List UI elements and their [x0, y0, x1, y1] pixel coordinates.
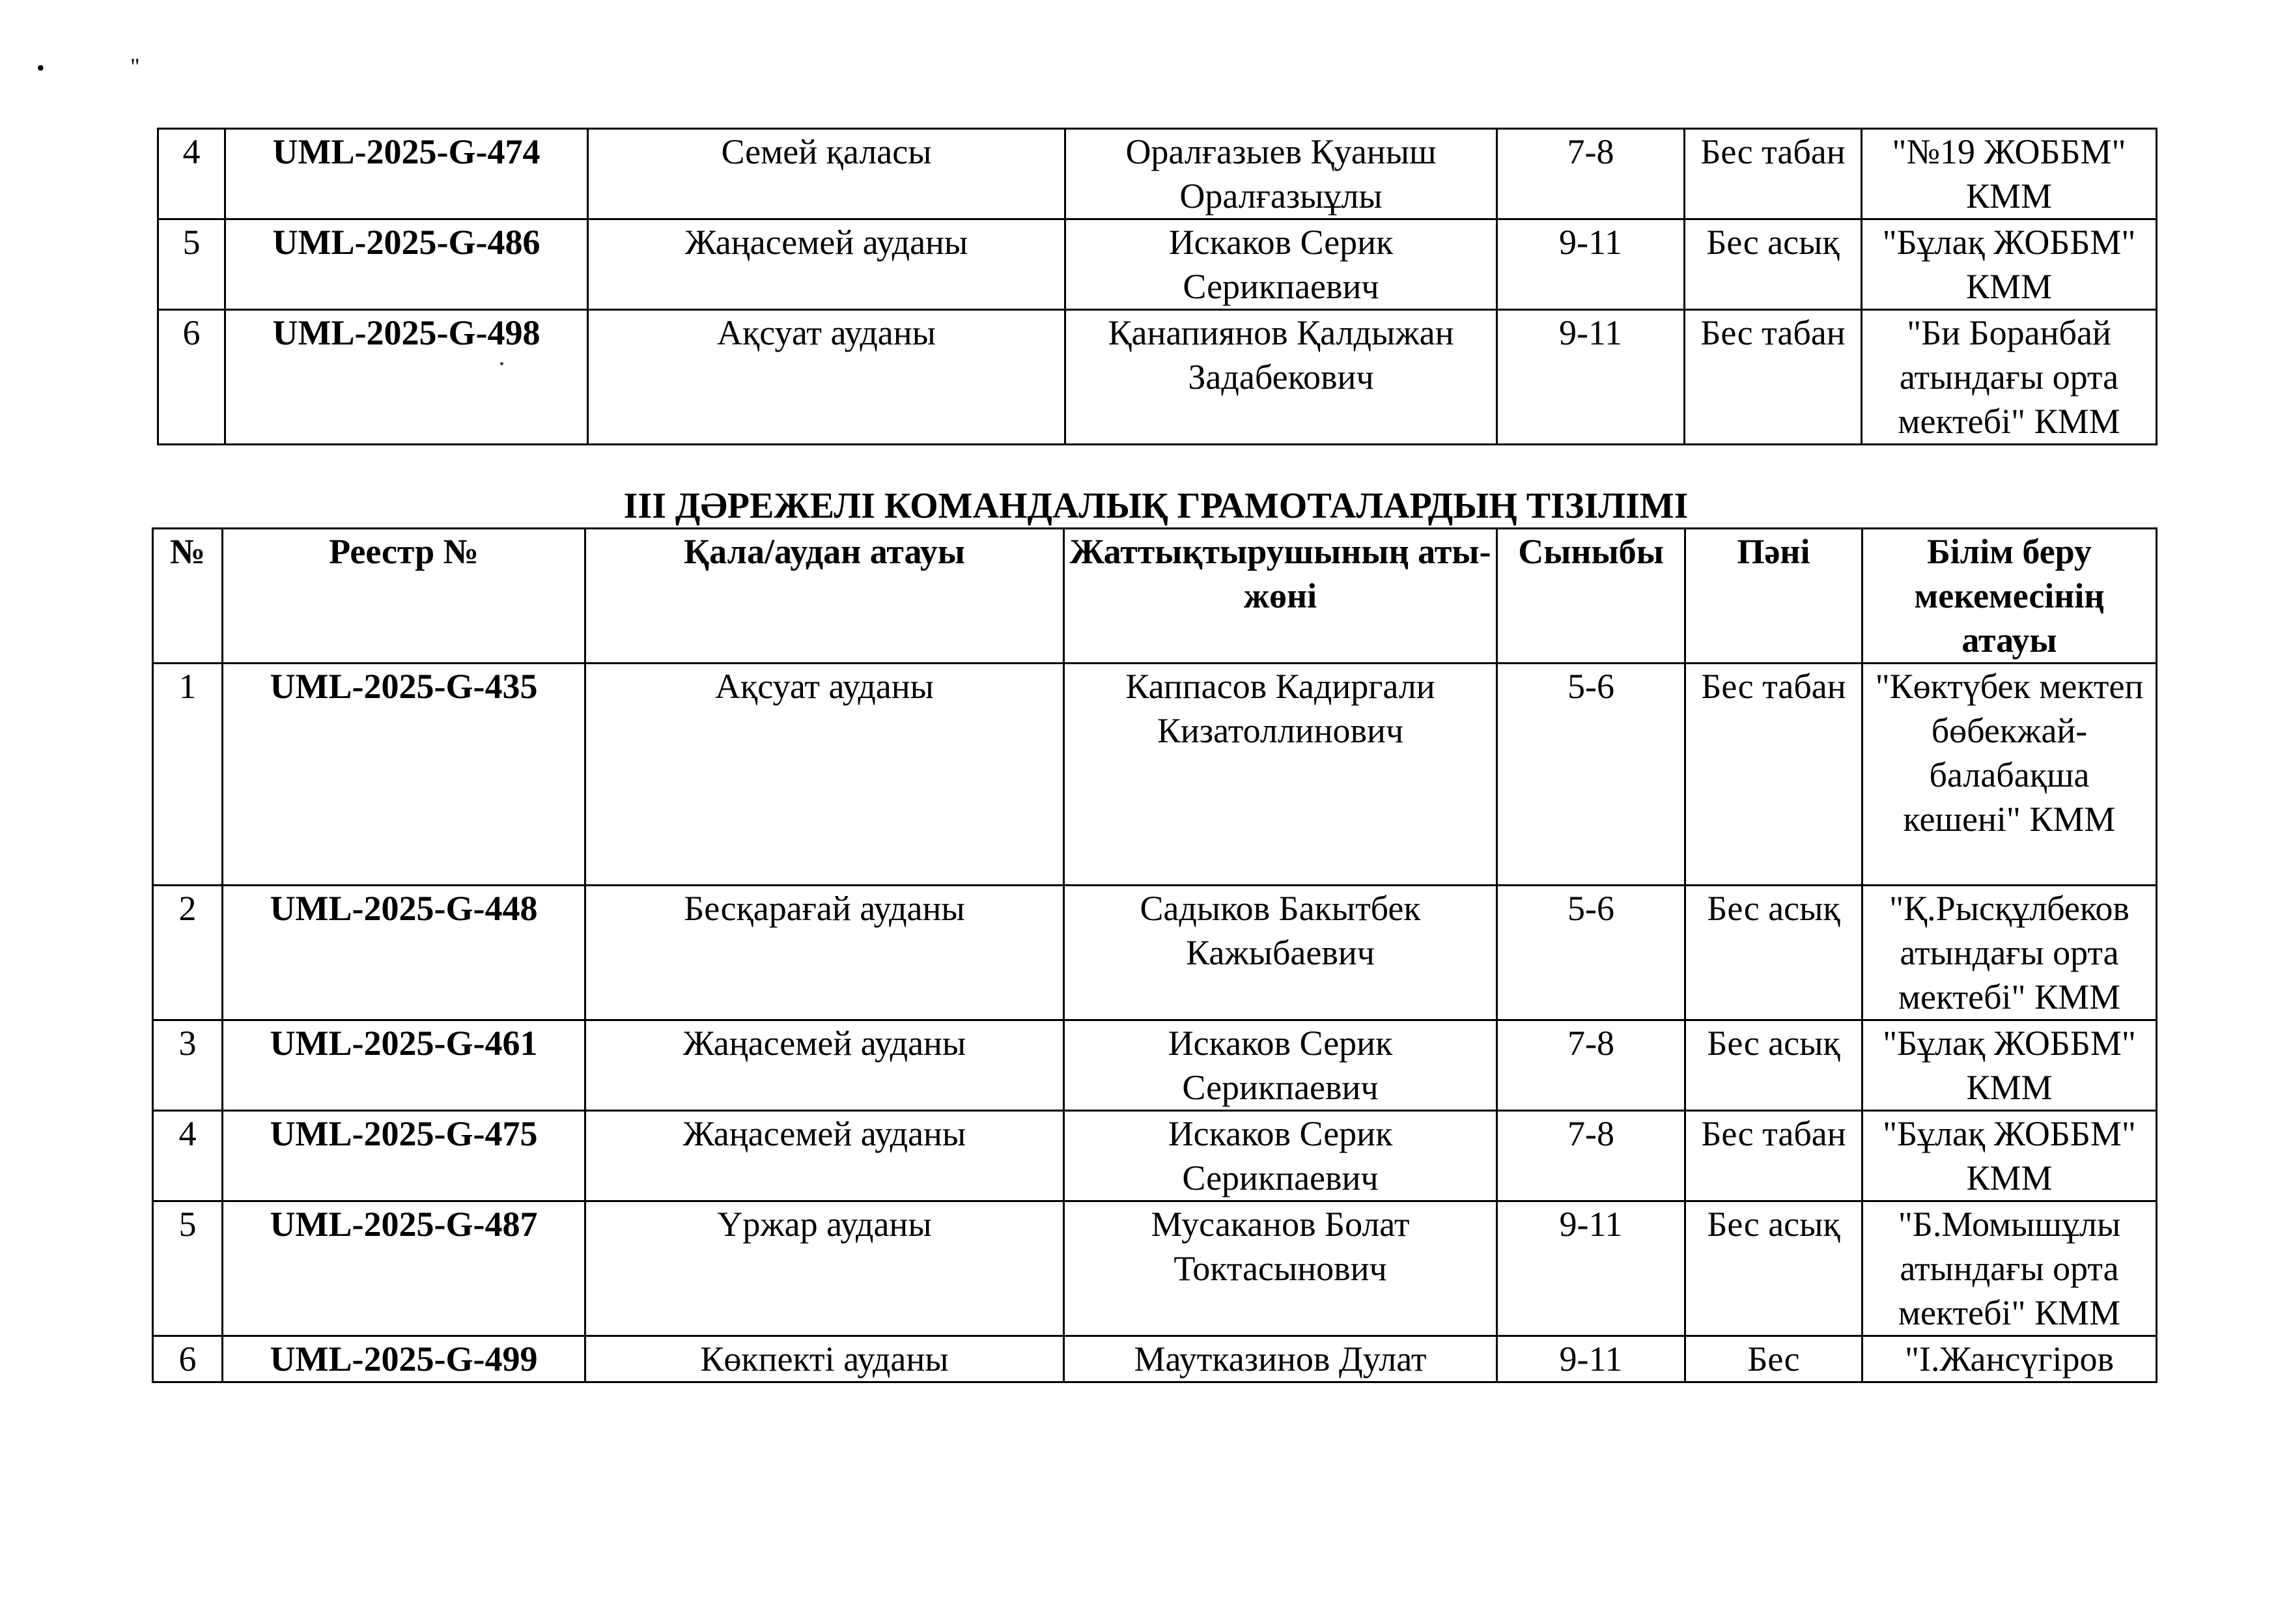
header-school: Білім беру мекемесінің атауы: [1862, 529, 2157, 664]
table-header-row: [153, 529, 2157, 664]
subject: Бес асық: [1685, 1020, 1862, 1111]
table-row: [153, 886, 2157, 1020]
school-name: "Бұлақ ЖОББМ" КММ: [1862, 1111, 2157, 1201]
coach-name: Каппасов Кадиргали Кизатоллинович: [1064, 664, 1497, 886]
header-district: Қала/аудан атауы: [585, 529, 1064, 664]
table-row: [158, 310, 2157, 445]
coach-name: Мусаканов Болат Токтасынович: [1064, 1201, 1497, 1336]
row-number: 4: [153, 1111, 223, 1201]
coach-name: Маутказинов Дулат: [1064, 1336, 1497, 1382]
page-mark-quote: ": [130, 53, 140, 79]
registry-number: UML-2025-G-486: [225, 219, 588, 310]
district-name: Жаңасемей ауданы: [585, 1020, 1064, 1111]
registry-number: UML-2025-G-498: [225, 310, 588, 445]
row-number: 4: [158, 129, 225, 219]
registry-number: UML-2025-G-461: [223, 1020, 585, 1111]
row-number: 5: [158, 219, 225, 310]
grade: 9-11: [1497, 1201, 1685, 1336]
table-row: [153, 1111, 2157, 1201]
coach-name: Искаков Серик Серикпаевич: [1064, 1020, 1497, 1111]
registry-table-third-degree: [152, 527, 2157, 1383]
header-number: №: [153, 529, 223, 664]
district-name: Көкпекті ауданы: [585, 1336, 1064, 1382]
grade: 5-6: [1497, 886, 1685, 1020]
school-name: "Бұлақ ЖОББМ" КММ: [1862, 1020, 2157, 1111]
school-name: "Қ.Рысқұлбеков атындағы орта мектебі" КММ: [1862, 886, 2157, 1020]
table-row: [158, 129, 2157, 219]
row-number: 1: [153, 664, 223, 886]
grade: 7-8: [1497, 129, 1685, 219]
grade: 9-11: [1497, 219, 1685, 310]
school-name: "Бұлақ ЖОББМ" КММ: [1862, 219, 2157, 310]
table-row: [158, 219, 2157, 310]
school-name: "Б.Момышұлы атындағы орта мектебі" КММ: [1862, 1201, 2157, 1336]
district-name: Ақсуат ауданы: [588, 310, 1065, 445]
grade: 9-11: [1497, 310, 1685, 445]
table-row: [153, 1336, 2157, 1382]
coach-name: Қанапиянов Қалдыжан Задабекович: [1065, 310, 1497, 445]
header-coach: Жаттықтырушының аты-жөні: [1064, 529, 1497, 664]
registry-table-continued: [157, 128, 2157, 445]
subject: Бес: [1685, 1336, 1862, 1382]
registry-number: UML-2025-G-474: [225, 129, 588, 219]
row-number: 6: [153, 1336, 223, 1382]
row-number: 3: [153, 1020, 223, 1111]
subject: Бес табан: [1685, 664, 1862, 886]
subject: Бес табан: [1685, 310, 1862, 445]
row-number: 2: [153, 886, 223, 1020]
district-name: Жаңасемей ауданы: [588, 219, 1065, 310]
grade: 9-11: [1497, 1336, 1685, 1382]
school-name: "Би Боранбай атындағы орта мектебі" КММ: [1862, 310, 2157, 445]
registry-number: UML-2025-G-499: [223, 1336, 585, 1382]
grade: 5-6: [1497, 664, 1685, 886]
row-number: 5: [153, 1201, 223, 1336]
grade: 7-8: [1497, 1111, 1685, 1201]
subject: Бес асық: [1685, 886, 1862, 1020]
coach-name: Искаков Серик Серикпаевич: [1065, 219, 1497, 310]
district-name: Семей қаласы: [588, 129, 1065, 219]
coach-name: Садыков Бакытбек Кажыбаевич: [1064, 886, 1497, 1020]
subject: Бес табан: [1685, 129, 1862, 219]
school-name: "І.Жансүгіров: [1862, 1336, 2157, 1382]
coach-name: Оралғазыев Қуаныш Оралғазыұлы: [1065, 129, 1497, 219]
district-name: Жаңасемей ауданы: [585, 1111, 1064, 1201]
registry-number: UML-2025-G-435: [223, 664, 585, 886]
district-name: Ақсуат ауданы: [585, 664, 1064, 886]
school-name: "№19 ЖОББМ" КММ: [1862, 129, 2157, 219]
school-name: "Көктүбек мектеп бөбекжай-балабақша кешені" КММ: [1862, 664, 2157, 886]
registry-number: UML-2025-G-448: [223, 886, 585, 1020]
table-row: [153, 1020, 2157, 1111]
coach-name: Искаков Серик Серикпаевич: [1064, 1111, 1497, 1201]
subject: Бес асық: [1685, 219, 1862, 310]
row-number: 6: [158, 310, 225, 445]
subject: Бес асық: [1685, 1201, 1862, 1336]
table-row: [153, 1201, 2157, 1336]
page-mark-dot: •: [36, 55, 45, 81]
registry-number: UML-2025-G-475: [223, 1111, 585, 1201]
header-registry: Реестр №: [223, 529, 585, 664]
subject: Бес табан: [1685, 1111, 1862, 1201]
grade: 7-8: [1497, 1020, 1685, 1111]
header-subject: Пәні: [1685, 529, 1862, 664]
section-title: ІІІ ДӘРЕЖЕЛІ КОМАНДАЛЫҚ ГРАМОТАЛАРДЫҢ ТІЗІЛІМІ: [623, 486, 1689, 526]
scan-speck: [500, 362, 503, 365]
registry-number: UML-2025-G-487: [223, 1201, 585, 1336]
header-grade: Сыныбы: [1497, 529, 1685, 664]
table-row: [153, 664, 2157, 886]
district-name: Бесқарағай ауданы: [585, 886, 1064, 1020]
district-name: Үржар ауданы: [585, 1201, 1064, 1336]
